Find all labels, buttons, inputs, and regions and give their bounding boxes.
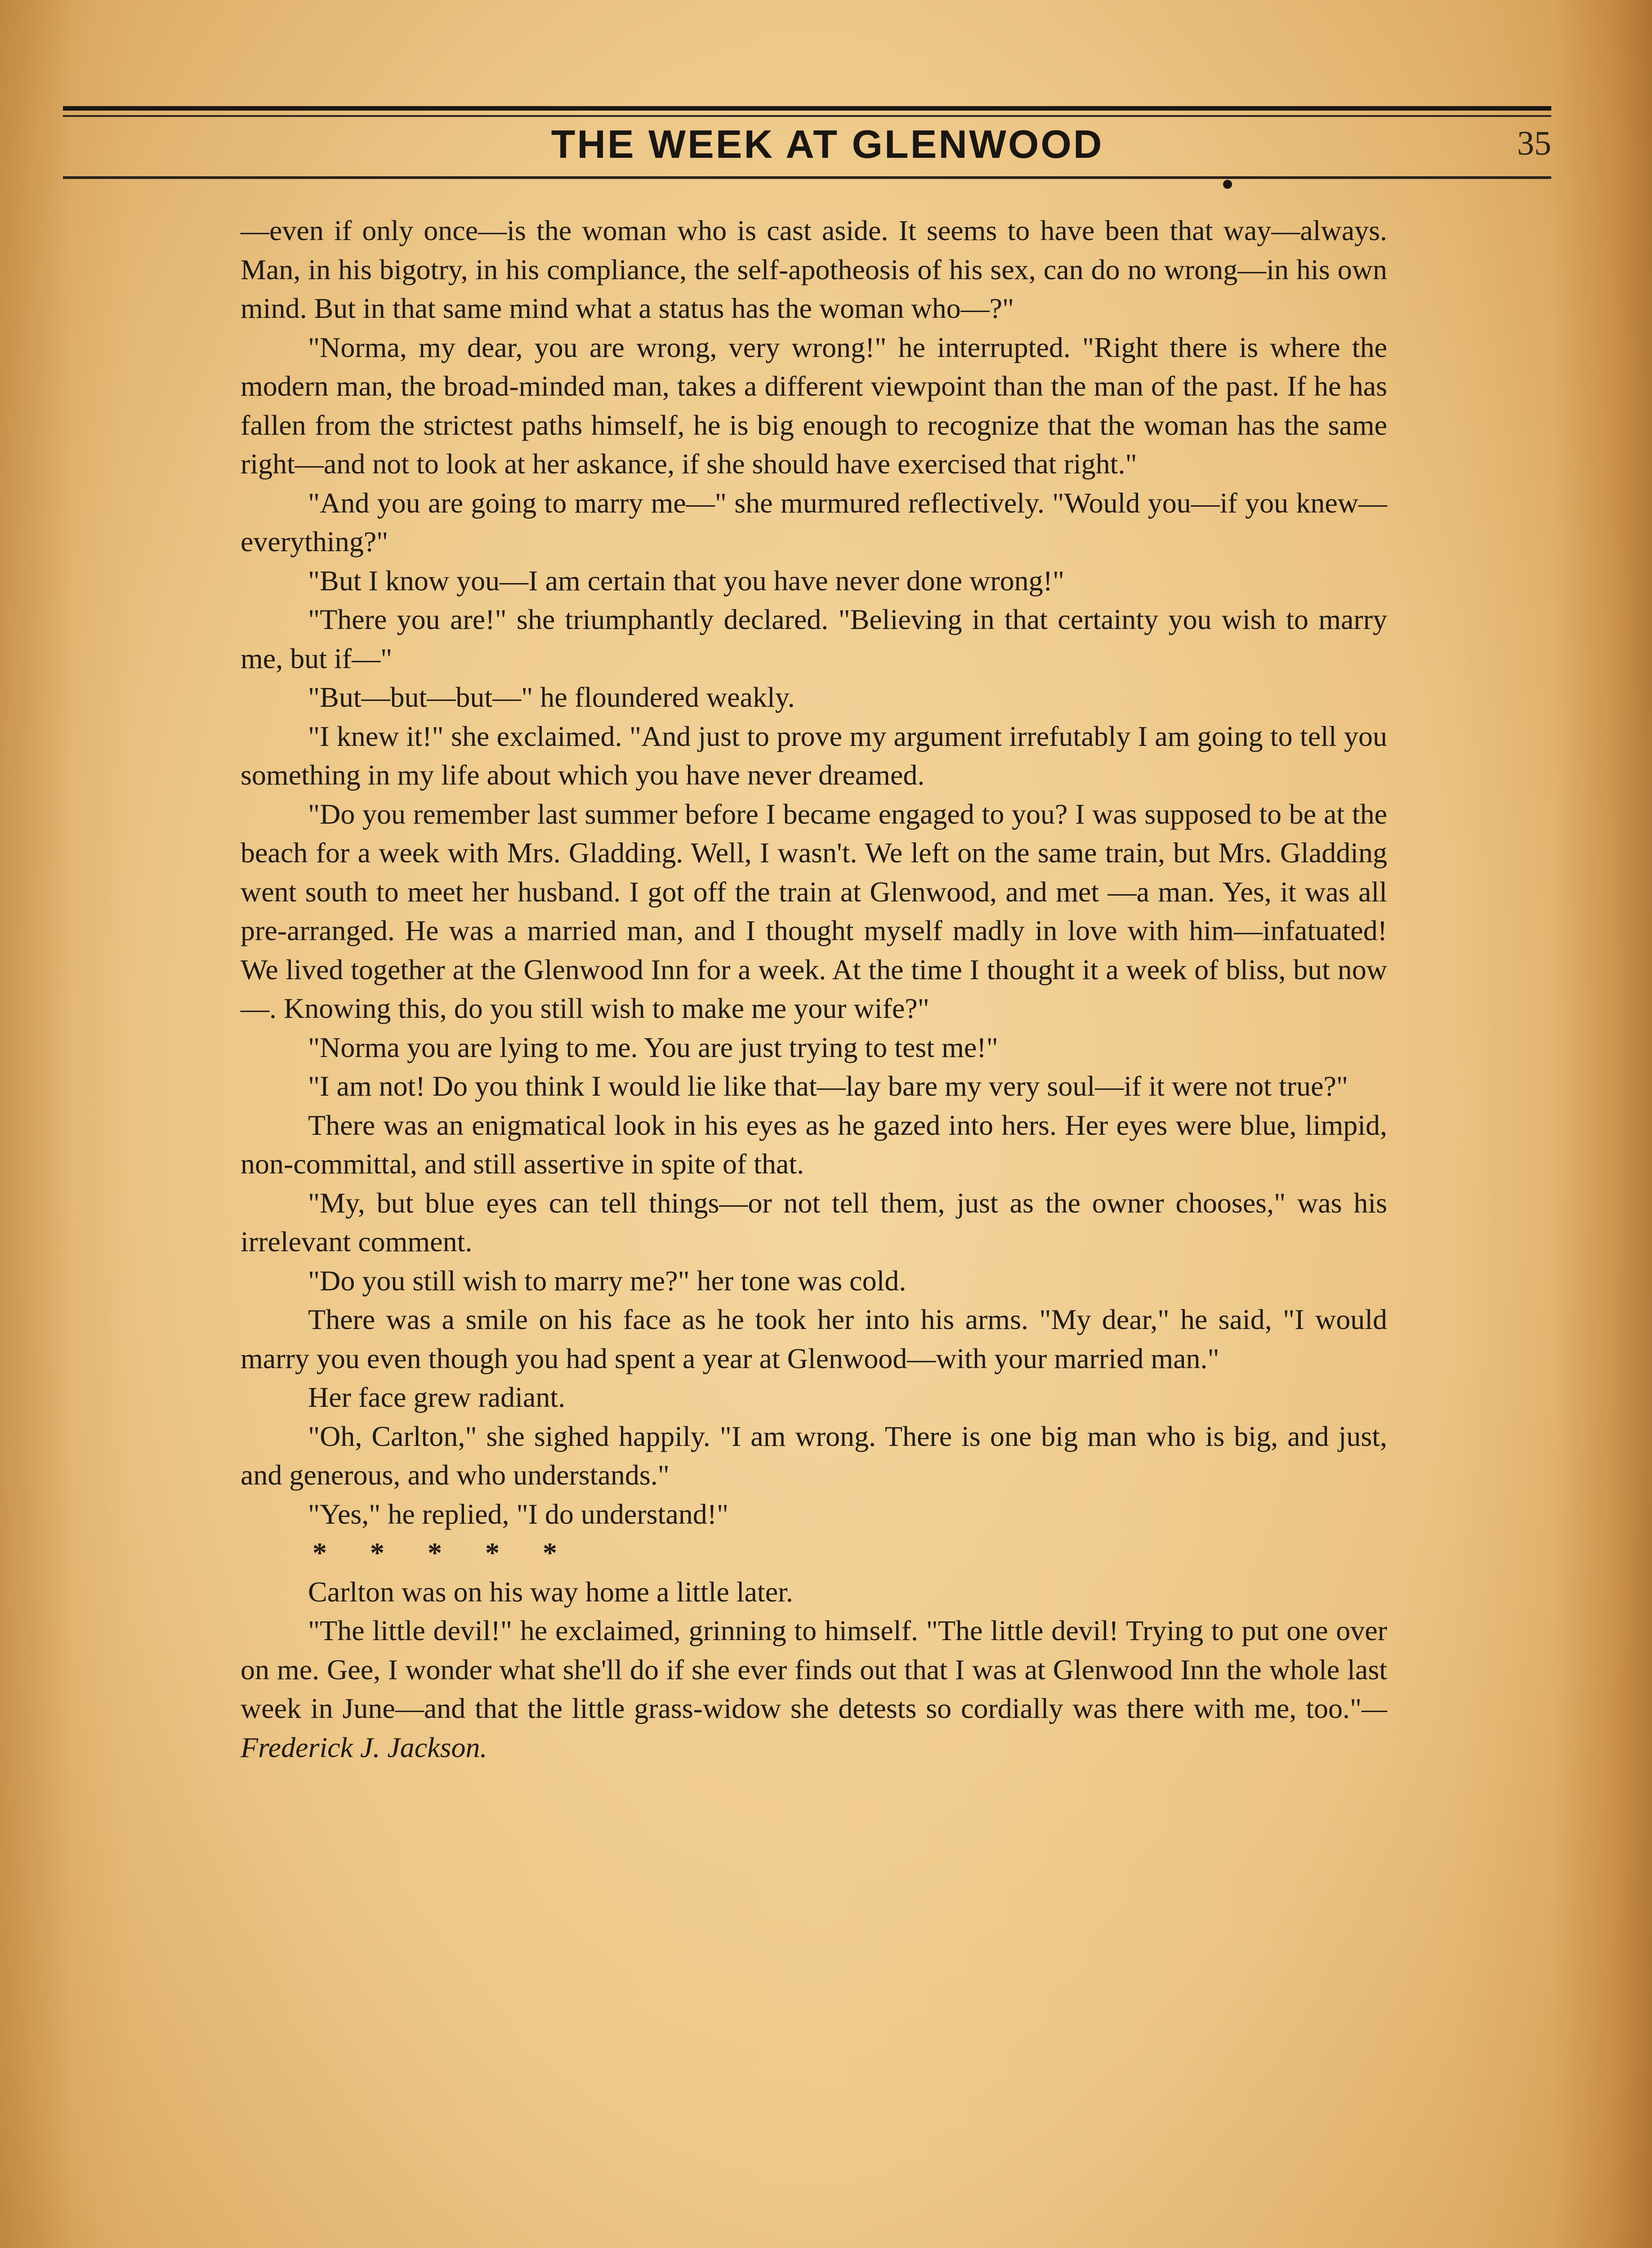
story-paragraph: "My, but blue eyes can tell things—or not tell them, just as the owner chooses," was his irrelevant comment.	[241, 1186, 1387, 1258]
story-paragraph: "Do you still wish to marry me?" her tone was cold.	[308, 1264, 906, 1297]
story-paragraph: "Norma you are lying to me. You are just trying to test me!"	[308, 1031, 998, 1063]
header-rule-thick	[63, 106, 1551, 111]
story-paragraph: "Do you remember last summer before I became engaged to you? I was supposed to be at the beach for a week with Mrs. Gladding. Well, I wasn't. We left on the same train, but Mrs. Gladding went south to meet her husband. I got off the train at Glenwood, and met —a man. Yes, it was all pre-arranged. He was a married man, and I thought myself madly in love with him—infatuated! We lived together at the Glenwood Inn for a week. At the time I thought it a week of bliss, but now—. Knowing this, do you still wish to make me your wife?"	[241, 798, 1387, 1024]
section-separator-stars: * * * * *	[313, 1537, 575, 1569]
page-number: 35	[1517, 125, 1551, 162]
story-paragraph: Carlton was on his way home a little later.	[308, 1575, 793, 1608]
story-paragraph: "But—but—but—" he floundered weakly.	[308, 681, 795, 713]
header-underline-rule	[63, 176, 1551, 179]
header-rule-thin	[63, 115, 1551, 117]
story-paragraph: "There you are!" she triumphantly declared. "Believing in that certainty you wish to marry me, but if—"	[241, 603, 1387, 674]
story-paragraph: There was an enigmatical look in his eyes as he gazed into hers. Her eyes were blue, limpid, non-committal, and still assertive in spite of that.	[241, 1109, 1387, 1180]
story-paragraph: —even if only once—is the woman who is cast aside. It seems to have been that way—always. Man, in his bigotry, in his compliance, the self-apotheosis of his sex, can do no wrong—in his own mind. But in that same mind what a status has the woman who—?"	[241, 214, 1387, 324]
story-paragraph: There was a smile on his face as he took her into his arms. "My dear," he said, "I would marry you even though you had spent a year at Glenwood—with your married man."	[241, 1303, 1387, 1374]
story-paragraph: "Yes," he replied, "I do understand!"	[308, 1498, 729, 1530]
page-edge-shadow-left	[0, 0, 72, 2248]
story-paragraph: Her face grew radiant.	[308, 1381, 566, 1413]
rule-ornament-dot	[1223, 180, 1232, 189]
page-edge-shadow-right	[1553, 0, 1652, 2248]
story-paragraph-final	[241, 1611, 1387, 1767]
story-paragraph: "But I know you—I am certain that you have never done wrong!"	[308, 564, 1064, 597]
story-paragraph: "I am not! Do you think I would lie like that—lay bare my very soul—if it were not true?"	[308, 1070, 1348, 1102]
author-byline: —Frederick J. Jackson.	[241, 1692, 1387, 1763]
story-paragraph: "Norma, my dear, you are wrong, very wrong!" he interrupted. "Right there is where the modern man, the broad-minded man, takes a different viewpoint than the man of the past. If he has fallen from the strictest paths himself, he is big enough to recognize that the woman has the same right—and not to look at her askance, if she should have exercised that right."	[241, 331, 1387, 480]
story-paragraph: "Oh, Carlton," she sighed happily. "I am wrong. There is one big man who is big, and just, and generous, and who understands."	[241, 1420, 1387, 1491]
story-paragraph: "And you are going to marry me—" she murmured reflectively. "Would you—if you knew—everything?"	[241, 486, 1387, 558]
running-head-title: THE WEEK AT GLENWOOD	[551, 122, 1104, 166]
story-text	[241, 211, 1387, 1767]
story-paragraph: "I knew it!" she exclaimed. "And just to prove my argument irrefutably I am going to tell you something in my life about which you have never dreamed.	[241, 720, 1387, 791]
story-paragraph-text: "The little devil!" he exclaimed, grinning to himself. "The little devil! Trying to put one over on me. Gee, I wonder what she'll do if she ever finds out that I was at Glenwood Inn the whole last week in June—and that the little grass-widow she detests so cordially was there with me, too."	[241, 1615, 1387, 1724]
